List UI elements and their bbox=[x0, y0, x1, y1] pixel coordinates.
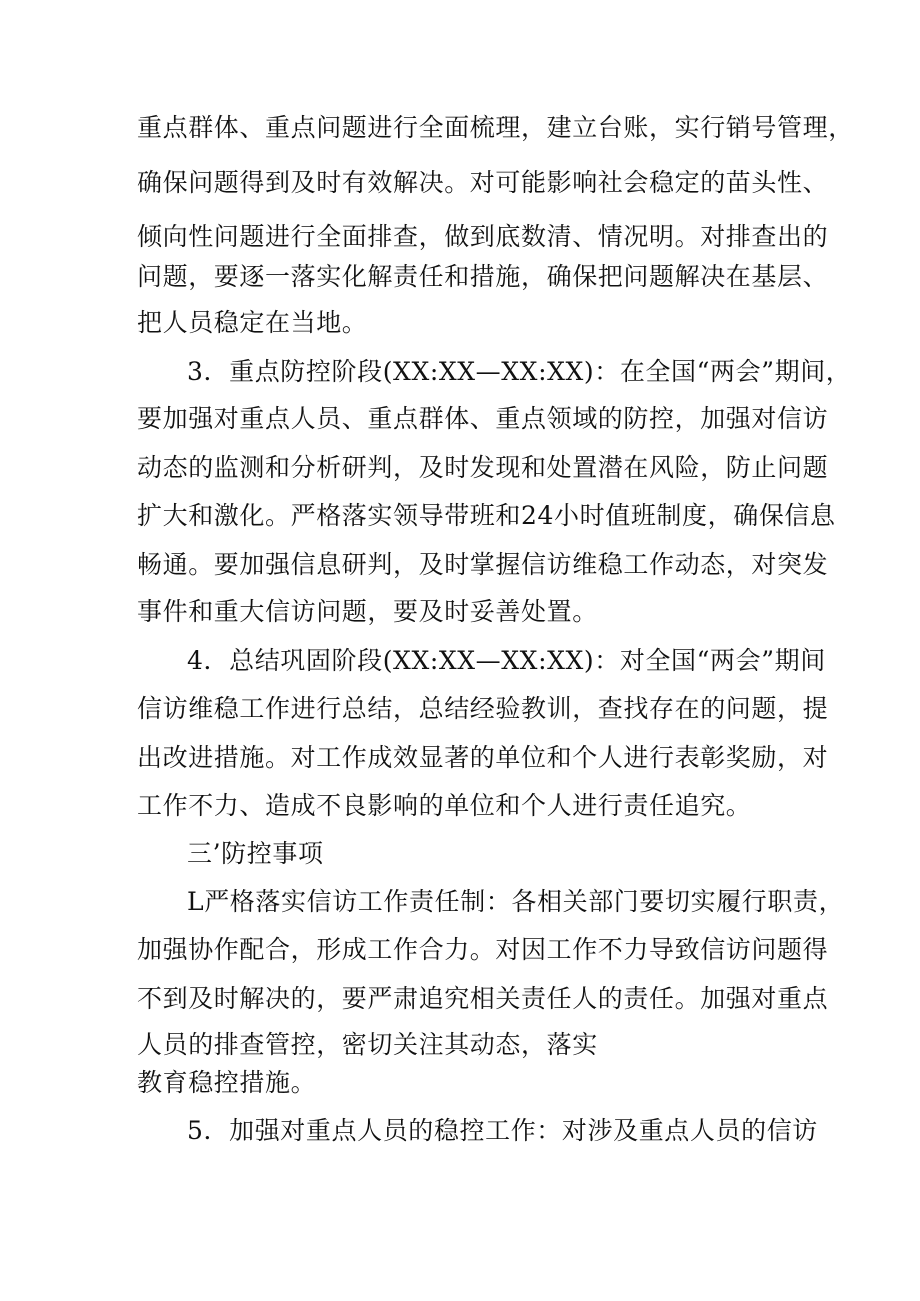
text-line: 扩大和激化。严格落实领导带班和24小时值班制度，确保信息 bbox=[137, 501, 836, 530]
text-line: 倾向性问题进行全面排查，做到底数清、情况明。对排查出的 bbox=[137, 222, 829, 251]
text-line: 3．重点防控阶段(XX:XX—XX:XX)：在全国“两会”期间， bbox=[187, 357, 852, 386]
text-line: 不到及时解决的，要严肃追究相关责任人的责任。加强对重点 bbox=[137, 984, 829, 1013]
text-line: 5．加强对重点人员的稳控工作：对涉及重点人员的信访 bbox=[187, 1116, 818, 1145]
text-line: 问题，要逐一落实化解责任和措施，确保把问题解决在基层、 bbox=[137, 262, 829, 291]
text-line: 加强协作配合，形成工作合力。对因工作不力导致信访问题得 bbox=[137, 935, 829, 964]
text-line: 人员的排查管控，密切关注其动态，落实 bbox=[137, 1030, 598, 1059]
text-line: 动态的监测和分析研判，及时发现和处置潜在风险，防止问题 bbox=[137, 453, 829, 482]
section-heading: 三’防控事项 bbox=[187, 839, 324, 868]
text-line: 工作不力、造成不良影响的单位和个人进行责任追究。 bbox=[137, 791, 752, 820]
text-line: 确保问题得到及时有效解决。对可能影响社会稳定的苗头性、 bbox=[137, 168, 829, 197]
text-line: 把人员稳定在当地。 bbox=[137, 308, 368, 337]
text-line: 事件和重大信访问题，要及时妥善处置。 bbox=[137, 597, 598, 626]
text-line: 教育稳控措施。 bbox=[137, 1068, 317, 1097]
text-line: 要加强对重点人员、重点群体、重点领域的防控，加强对信访 bbox=[137, 404, 829, 433]
text-line: 信访维稳工作进行总结，总结经验教训，查找存在的问题，提 bbox=[137, 694, 829, 723]
text-line: L严格落实信访工作责任制：各相关部门要切实履行职责， bbox=[187, 887, 845, 916]
text-line: 重点群体、重点问题进行全面梳理，建立台账，实行销号管理， bbox=[137, 113, 854, 142]
text-line: 出改进措施。对工作成效显著的单位和个人进行表彰奖励，对 bbox=[137, 743, 829, 772]
text-line: 4．总结巩固阶段(XX:XX—XX:XX)：对全国“两会”期间 bbox=[187, 646, 826, 675]
text-line: 畅通。要加强信息研判，及时掌握信访维稳工作动态，对突发 bbox=[137, 550, 829, 579]
